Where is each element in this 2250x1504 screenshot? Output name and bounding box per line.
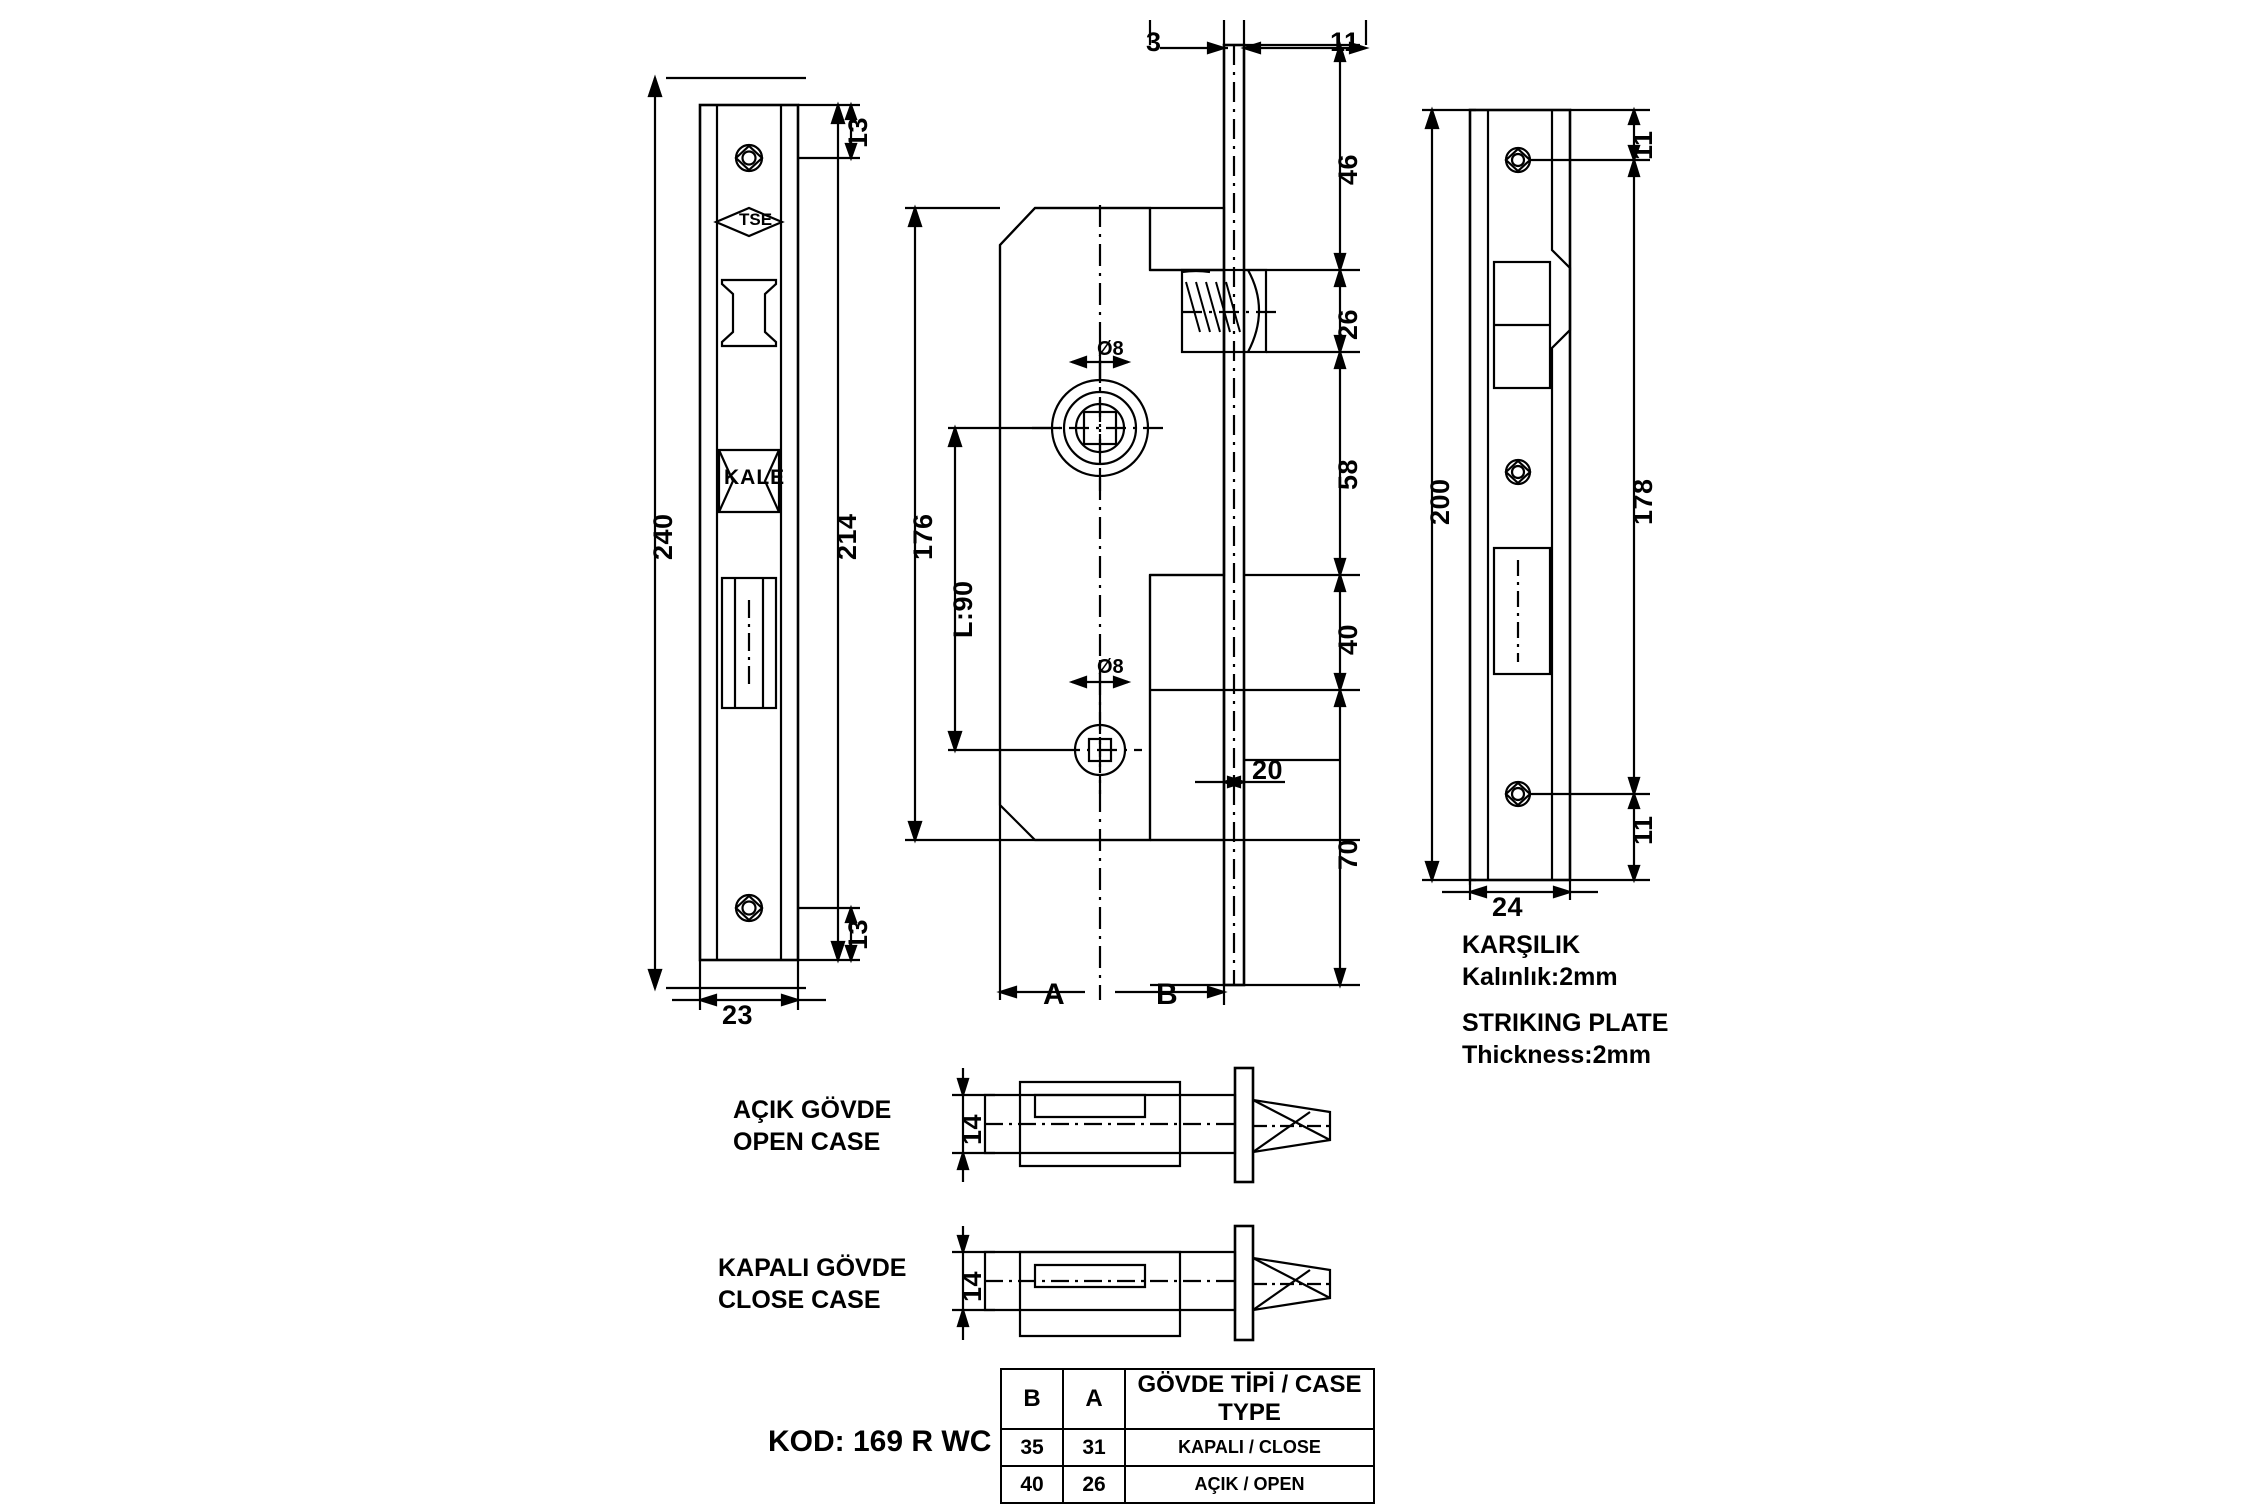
striking-plate-caption-en: STRIKING PLATE (1462, 1009, 1669, 1037)
table-header-a: A (1063, 1369, 1125, 1429)
label-dimension-b: B (1156, 978, 1178, 1011)
cell-a-1: 26 (1063, 1466, 1125, 1503)
dim-plate-width-24: 24 (1492, 892, 1524, 922)
table-header-row (1001, 1369, 1374, 1429)
table-row (1001, 1466, 1374, 1503)
dim-body-height-176: 176 (908, 513, 938, 560)
dim-body-3: 3 (1146, 27, 1162, 57)
dim-faceplate-bottom-13: 13 (843, 918, 873, 950)
striking-plate-caption-tr-sub: Kalınlık:2mm (1462, 963, 1618, 991)
table-row (1001, 1429, 1374, 1466)
label-dimension-a: A (1043, 978, 1065, 1011)
dim-faceplate-width-23: 23 (722, 1000, 754, 1030)
dim-body-20: 20 (1252, 755, 1284, 785)
dim-plate-length-200: 200 (1425, 478, 1455, 525)
dim-faceplate-screwspan-214: 214 (832, 513, 862, 560)
kale-brand-mark: KALE (724, 466, 786, 489)
dim-body-centres-L90: L:90 (948, 580, 978, 638)
cell-a-0: 31 (1063, 1429, 1125, 1466)
hole-diameter-lower-label: Ø8 (1097, 656, 1124, 678)
cell-b-1: 40 (1001, 1466, 1063, 1503)
case-type-table (1000, 1368, 1375, 1504)
open-case-label-tr: AÇIK GÖVDE (733, 1096, 892, 1124)
tse-standards-mark: TSE (739, 210, 773, 229)
hole-diameter-upper-label: Ø8 (1097, 338, 1124, 360)
close-case-label-en: CLOSE CASE (718, 1286, 881, 1314)
close-case-label-tr: KAPALI GÖVDE (718, 1254, 907, 1282)
cell-type-0: KAPALI / CLOSE (1125, 1429, 1374, 1466)
dim-plate-bottom-11: 11 (1628, 815, 1658, 845)
dim-body-58: 58 (1333, 458, 1363, 490)
dim-body-11: 11 (1330, 27, 1360, 57)
open-case-label-en: OPEN CASE (733, 1128, 881, 1156)
dim-body-70: 70 (1333, 838, 1363, 870)
striking-plate-caption-en-sub: Thickness:2mm (1462, 1041, 1651, 1069)
dim-faceplate-top-13: 13 (843, 116, 873, 148)
dim-body-46: 46 (1333, 153, 1363, 185)
product-code-label: KOD: 169 R WC (768, 1425, 992, 1458)
dim-open-case-14: 14 (957, 1113, 987, 1145)
cell-type-1: AÇIK / OPEN (1125, 1466, 1374, 1503)
cell-b-0: 35 (1001, 1429, 1063, 1466)
dim-close-case-14: 14 (957, 1270, 987, 1302)
striking-plate-caption-tr: KARŞILIK (1462, 931, 1581, 959)
dim-faceplate-length-240: 240 (648, 513, 678, 560)
dim-body-40: 40 (1333, 623, 1363, 655)
dim-plate-top-11: 11 (1628, 130, 1658, 160)
dim-body-26: 26 (1333, 308, 1363, 340)
dim-plate-screwspan-178: 178 (1628, 478, 1658, 525)
table-header-case-type: GÖVDE TİPİ / CASE TYPE (1125, 1369, 1374, 1429)
table-header-b: B (1001, 1369, 1063, 1429)
